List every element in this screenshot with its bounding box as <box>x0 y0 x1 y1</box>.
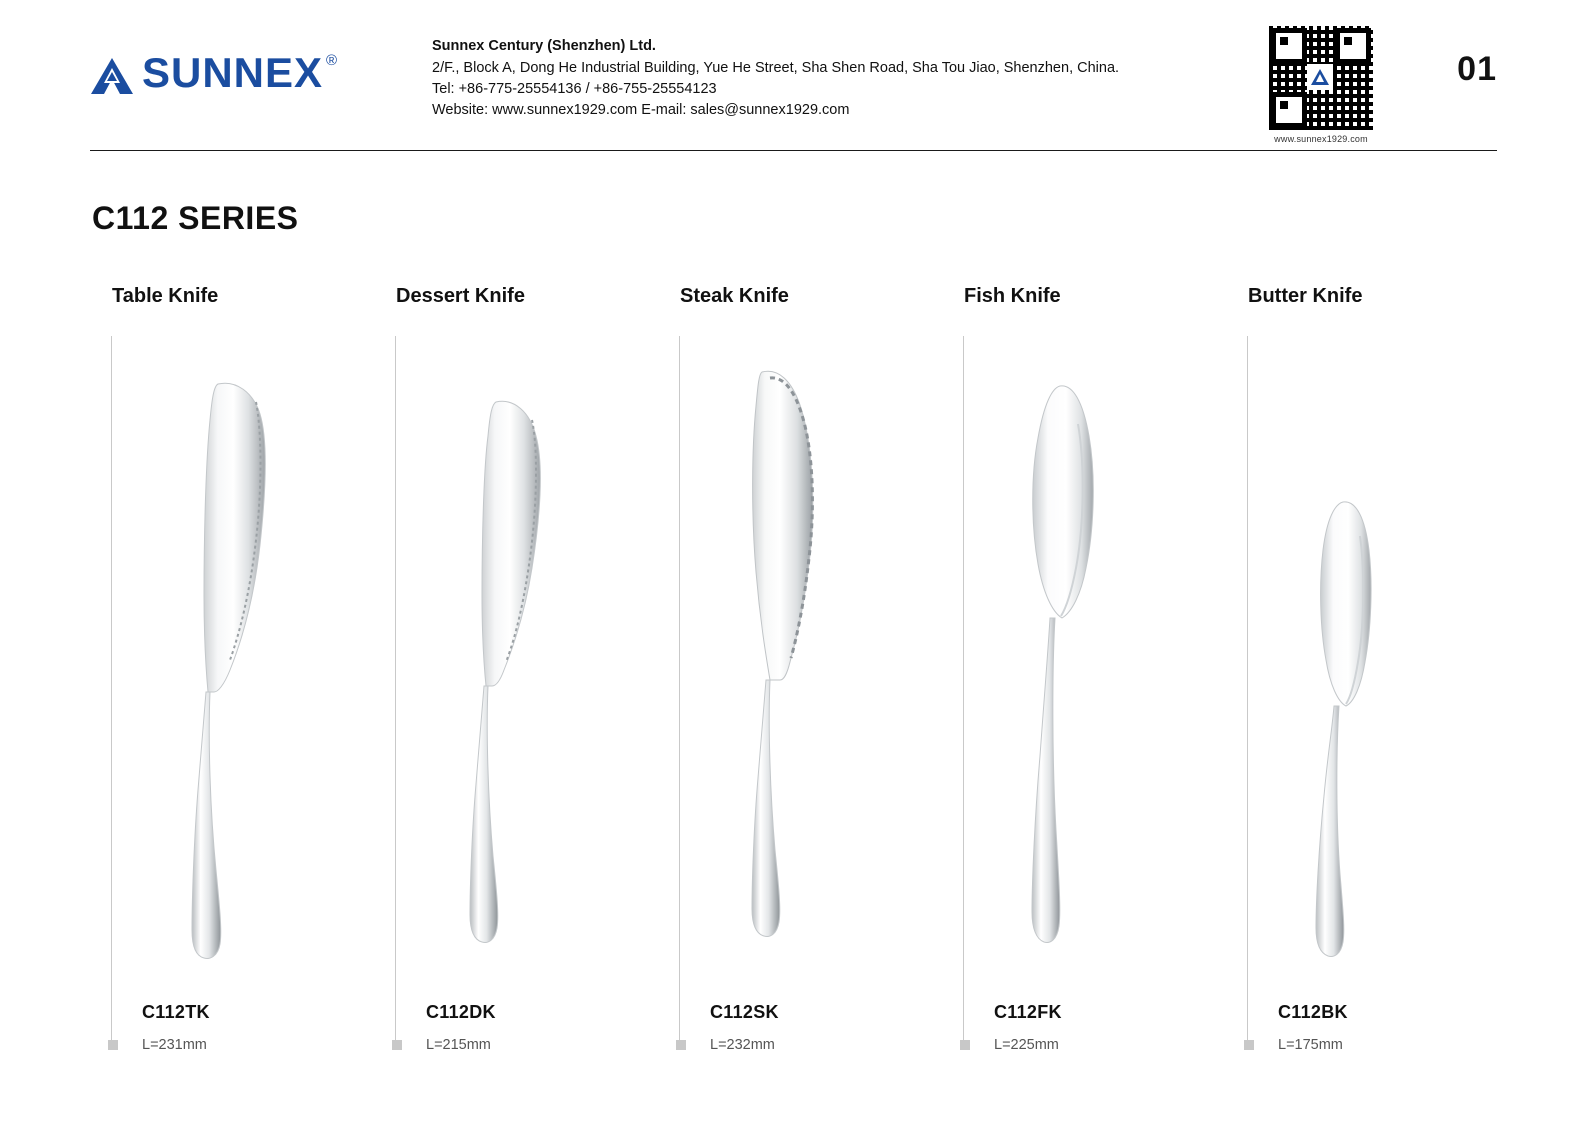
product-length-row <box>392 1037 491 1053</box>
product-code: C112FK <box>994 1002 1062 1022</box>
product-code: C112DK <box>426 1002 496 1022</box>
product-code: C112SK <box>710 1002 779 1022</box>
product-title: Fish Knife <box>964 285 1061 307</box>
company-web-email: Website: www.sunnex1929.com E-mail: sales@sunnex1929.com <box>432 102 850 118</box>
product-card-fish-knife[interactable] <box>942 285 1226 1075</box>
brand-logo <box>90 49 338 96</box>
product-length: L=232mm <box>710 1037 775 1053</box>
company-address: 2/F., Block A, Dong He Industrial Building, Yue He Street, Sha Shen Road, Sha Tou Jiao, Shenzhen, China. <box>432 60 1120 76</box>
product-title: Steak Knife <box>680 285 789 307</box>
length-marker-icon <box>108 1040 118 1050</box>
sunnex-logo-icon <box>90 56 134 96</box>
length-marker-icon <box>392 1040 402 1050</box>
qr-caption: www.sunnex1929.com <box>1274 134 1368 144</box>
product-title: Butter Knife <box>1248 285 1363 307</box>
product-length-row <box>960 1037 1059 1053</box>
dessert-knife-image <box>374 340 670 980</box>
product-card-steak-knife[interactable] <box>658 285 942 1075</box>
product-card-dessert-knife[interactable] <box>374 285 658 1075</box>
length-marker-icon <box>960 1040 970 1050</box>
product-length: L=175mm <box>1278 1037 1343 1053</box>
qr-code-block <box>1262 26 1380 144</box>
page-header <box>0 0 1587 152</box>
product-length: L=215mm <box>426 1037 491 1053</box>
qr-code-icon <box>1269 26 1373 130</box>
product-grid <box>90 285 1510 1075</box>
product-length-row <box>108 1037 207 1053</box>
product-title: Dessert Knife <box>396 285 525 307</box>
company-info <box>432 36 1119 121</box>
product-title: Table Knife <box>112 285 219 307</box>
company-telephone: Tel: +86-775-25554136 / +86-755-25554123 <box>432 81 717 97</box>
product-code: C112BK <box>1278 1002 1348 1022</box>
company-name: Sunnex Century (Shenzhen) Ltd. <box>432 38 656 54</box>
length-marker-icon <box>676 1040 686 1050</box>
product-length-row <box>1244 1037 1343 1053</box>
product-length: L=225mm <box>994 1037 1059 1053</box>
table-knife-image <box>90 340 386 980</box>
page-number: 01 <box>1457 50 1497 88</box>
header-divider <box>90 150 1497 151</box>
brand-name: SUNNEX <box>142 49 324 96</box>
page-title: C112 SERIES <box>92 200 299 236</box>
product-code: C112TK <box>142 1002 210 1022</box>
product-length-row <box>676 1037 775 1053</box>
length-marker-icon <box>1244 1040 1254 1050</box>
product-card-table-knife[interactable] <box>90 285 374 1075</box>
product-length: L=231mm <box>142 1037 207 1053</box>
registered-trademark-icon: ® <box>326 52 338 69</box>
butter-knife-image <box>1226 340 1522 980</box>
steak-knife-image <box>658 340 954 980</box>
fish-knife-image <box>942 340 1238 980</box>
product-card-butter-knife[interactable] <box>1226 285 1510 1075</box>
